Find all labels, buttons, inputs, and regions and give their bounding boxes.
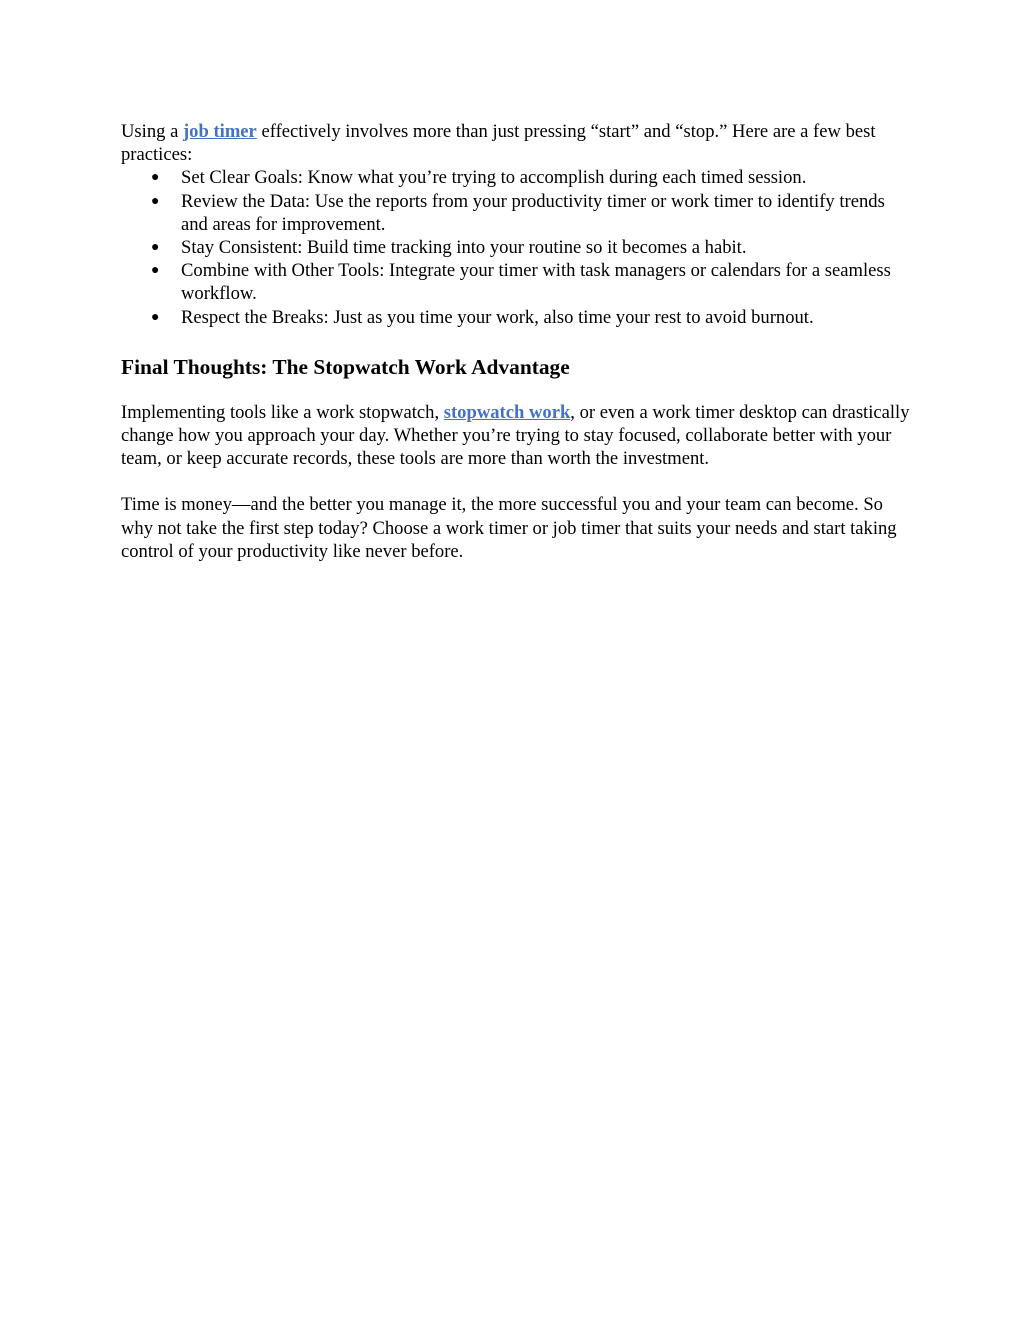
intro-paragraph: [121, 120, 911, 166]
list-item-text: Combine with Other Tools: Integrate your timer with task managers or calendars for a seamless workflow.: [181, 260, 891, 305]
list-item: [121, 236, 911, 259]
job-timer-link[interactable]: job timer: [182, 121, 257, 142]
list-item-text: Respect the Breaks: Just as you time your work, also time your rest to avoid burnout.: [181, 306, 814, 328]
stopwatch-work-link[interactable]: stopwatch work: [443, 401, 571, 423]
list-item-text: Stay Consistent: Build time tracking into your routine so it becomes a habit.: [181, 237, 747, 259]
bullet-icon: ●: [151, 263, 160, 279]
list-item-text: Review the Data: Use the reports from your productivity timer or work timer to identify trends and areas for improvement.: [181, 190, 885, 235]
final-thoughts-paragraph: [121, 401, 911, 471]
bullet-icon: ●: [151, 240, 160, 256]
bullet-icon: ●: [151, 309, 160, 325]
intro-text-before: Using a: [121, 121, 183, 142]
list-item: [121, 166, 911, 189]
bullet-icon: ●: [151, 193, 160, 209]
section-heading: Final Thoughts: The Stopwatch Work Advantage: [121, 354, 570, 379]
paragraph-text-before: Implementing tools like a work stopwatch,: [121, 401, 444, 423]
intro-text-after: effectively involves more than just pressing “start” and “stop.” Here are a few best practices:: [121, 121, 876, 166]
list-item-text: Set Clear Goals: Know what you’re trying to accomplish during each timed session.: [181, 167, 807, 189]
list-item: [121, 190, 911, 236]
closing-paragraph: Time is money—and the better you manage it, the more successful you and your team can become. So why not take the first step today? Choose a work timer or job timer that suits your needs and start taking control of your productivity like never before.: [121, 494, 897, 562]
list-item: [121, 259, 911, 305]
best-practices-list: [121, 166, 911, 328]
document-page: [121, 120, 911, 563]
list-item: [121, 306, 911, 329]
bullet-icon: ●: [151, 170, 160, 186]
paragraph-text-after: , or even a work timer desktop can drastically change how you approach your day. Whether you’re trying to stay focused, collaborate better with your team, or keep accurate records, these tools are more than worth the investment.: [121, 401, 910, 470]
